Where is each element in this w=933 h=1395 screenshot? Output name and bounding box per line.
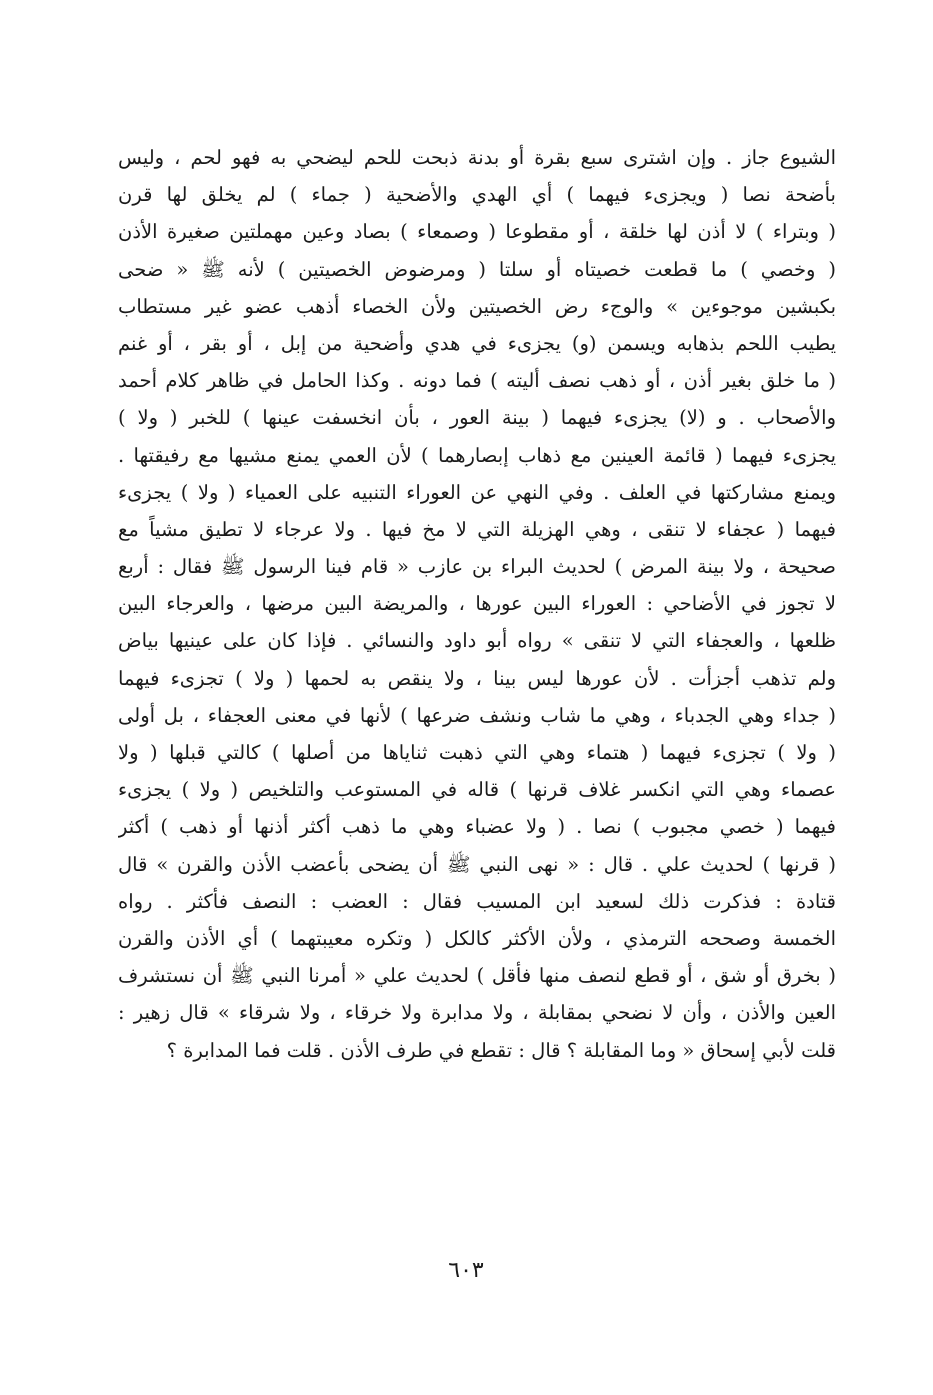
text-line: بكبشين موجوءين » والوجء رض الخصيتين ولأن الخصاء أذهب عضو غير مستطاب — [118, 294, 836, 318]
text-line: ( ولا ) تجزىء فيهما ( هتماء وهي التي ذهبت ثناياها من أصلها ) كالتي قبلها ( ولا — [118, 741, 836, 764]
text-line: عصماء وهي التي انكسر غلاف قرنها ) قاله في المستوعب والتلخيص ( ولا ) يجزىء — [118, 778, 836, 802]
text-line: ( ما خلق بغير أذن ، أو ذهب نصف أليته ) فما دونه . وكذا الحامل في ظاهر كلام أحمد — [118, 369, 836, 393]
text-line: لا تجوز في الأضاحي : العوراء البين عورها ، والمريضة البين مرضها ، والعرجاء البين — [118, 592, 836, 616]
text-line: قلت لأبي إسحاق « وما المقابلة ؟ قال : تقطع في طرف الأذن . قلت فما المدابرة ؟ — [166, 1038, 836, 1062]
text-line: ( جداء وهي الجدباء ، وهي ما شاب ونشف ضرعها ) لأنها في معنى العجفاء ، بل أولى — [118, 703, 836, 727]
text-line: ولم تذهب أجزأت . لأن عورها ليس بينا ، ولا ينقص به لحمها ( ولا ) تجزىء فيهما — [118, 666, 836, 690]
text-line: الشيوع جاز . وإن اشترى سبع بقرة أو بدنة ذبحت للحم ليضحي به فهو لحم ، وليس — [118, 146, 836, 169]
text-line: فيهما ( خصي مجبوب ) نصا . ( ولا عضباء وهي ما ذهب أكثر أذنها أو ذهب ) أكثر — [118, 815, 836, 839]
text-line: ظلعها ، والعجفاء التي لا تنقى » رواه أبو داود والنسائي . فإذا كان على عينيها بياض — [118, 629, 836, 653]
text-line: يطيب اللحم بذهابه ويسمن (و) يجزىء في هدي وأضحية من إبل ، أو بقر ، أو غنم — [118, 331, 836, 355]
text-line: العين والأذن ، وأن لا نضحي بمقابلة ، ولا مدابرة ولا خرقاء ، ولا شرقاء » قال زهير : — [118, 1001, 836, 1025]
body-text — [118, 139, 836, 1069]
text-line: ويمنع مشاركتها في العلف . وفي النهي عن العوراء التنبيه على العمياء ( ولا ) يجزىء — [118, 480, 836, 504]
text-line: ( وخصي ) ما قطعت خصيتاه أو سلتا ( ومرضوض الخصيتين ) لأنه ﷺ « ضحى — [118, 257, 836, 281]
text-line: الخمسة وصححه الترمذي ، ولأن الأكثر كالكل ( وتكره معيبتهما ) أي الأذن والقرن — [118, 926, 836, 950]
text-line: يجزىء فيهما ( قائمة العينين مع ذهاب إبصارهما ) لأن العمي يمنع مشيها مع رفيقتها . — [118, 443, 836, 467]
page-number: ٦٠٣ — [448, 1258, 484, 1283]
text-line: قتادة : فذكرت ذلك لسعيد ابن المسيب فقال : العضب : النصف فأكثر . رواه — [118, 889, 836, 913]
text-line: ( قرنها ) لحديث علي . قال : « نهى النبي ﷺ أن يضحى بأعضب الأذن والقرن » قال — [118, 852, 836, 876]
text-line: فيهما ( عجفاء لا تنقى ، وهي الهزيلة التي لا مخ فيها . ولا عرجاء لا تطيق مشياً مع — [118, 517, 836, 541]
text-line: صحيحة ، ولا بينة المرض ) لحديث البراء بن عازب « قام فينا الرسول ﷺ فقال : أربع — [118, 555, 836, 579]
text-line: بأضحة نصا ( ويجزىء فيهما ) أي الهدي والأضحية ( جماء ) لم يخلق لها قرن — [118, 183, 836, 207]
text-line: ( وبتراء ) لا أذن لها خلقة ، أو مقطوعا ( وصمعاء ) بصاد وعين مهملتين صغيرة الأذن — [118, 220, 836, 244]
text-line: والأصحاب . و (لا) يجزىء فيهما ( بينة العور ، بأن انخسفت عينها ) للخبر ( ولا ) — [118, 406, 836, 430]
text-line: ( بخرق أو شق ، أو قطع لنصف منها فأقل ) لحديث علي « أمرنا النبي ﷺ أن نستشرف — [118, 964, 836, 988]
